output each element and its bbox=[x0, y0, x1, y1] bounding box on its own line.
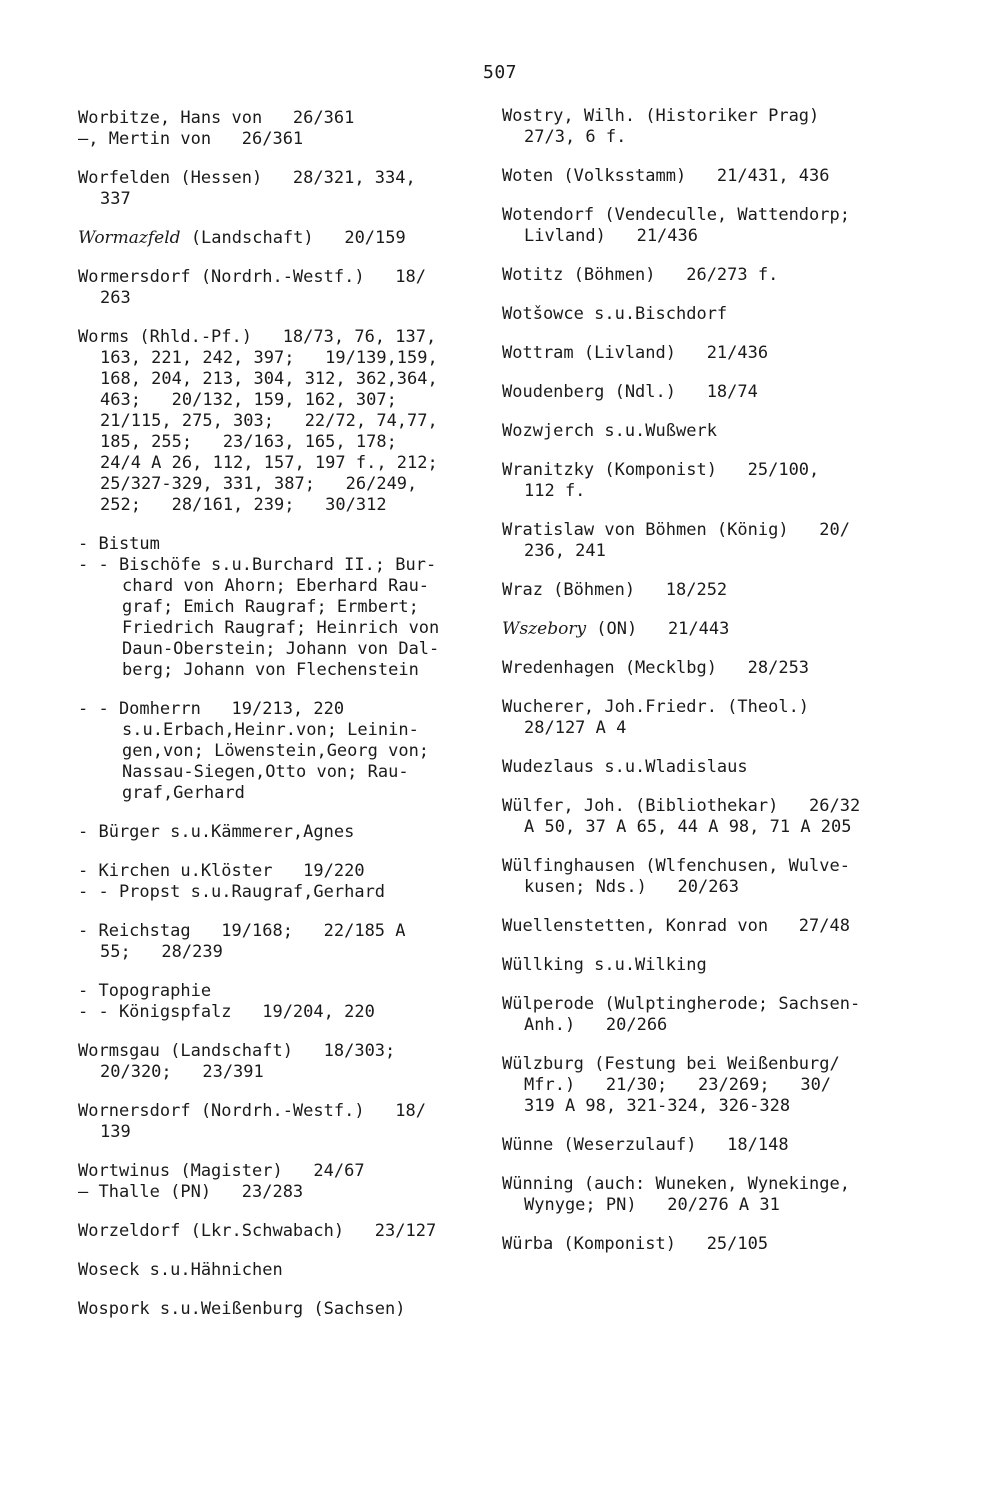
index-entry-line: —, Mertin von 26/361 bbox=[78, 129, 304, 149]
index-entry-line: Wormersdorf (Nordrh.-Westf.) 18/ bbox=[78, 267, 426, 287]
index-entry-line: - Kirchen u.Klöster 19/220 bbox=[78, 861, 365, 881]
index-entry bbox=[78, 1041, 498, 1083]
index-entry-line: - - Bischöfe s.u.Burchard II.; Bur- bbox=[78, 555, 437, 575]
index-entry bbox=[502, 796, 922, 838]
index-entry bbox=[502, 697, 922, 739]
index-entry-line: Worms (Rhld.-Pf.) 18/73, 76, 137, bbox=[78, 327, 437, 347]
index-entry-line: graf,Gerhard bbox=[122, 783, 245, 803]
index-entry-line: 28/127 A 4 bbox=[524, 718, 627, 738]
index-entry bbox=[502, 619, 922, 640]
index-entry bbox=[502, 1234, 922, 1255]
index-entry-line: Wratislaw von Böhmen (König) 20/ bbox=[502, 520, 850, 540]
index-entry-line: 337 bbox=[100, 189, 131, 209]
index-entry-line: - Reichstag 19/168; 22/185 A bbox=[78, 921, 406, 941]
index-entry bbox=[78, 108, 498, 150]
index-entry-line: Woseck s.u.Hähnichen bbox=[78, 1260, 283, 1280]
index-entry bbox=[502, 265, 922, 286]
index-entry bbox=[78, 228, 498, 249]
index-entry-line: 263 bbox=[100, 288, 131, 308]
index-entry bbox=[78, 981, 498, 1002]
index-entry-line: Wottram (Livland) 21/436 bbox=[502, 343, 769, 363]
index-entry-line: 463; 20/132, 159, 162, 307; bbox=[100, 390, 397, 410]
index-entry-line: Wornersdorf (Nordrh.-Westf.) 18/ bbox=[78, 1101, 426, 1121]
index-entry-line: Wortwinus (Magister) 24/67 bbox=[78, 1161, 365, 1181]
index-entry-line: 21/115, 275, 303; 22/72, 74,77, bbox=[100, 411, 438, 431]
index-entry-line: - - Propst s.u.Raugraf,Gerhard bbox=[78, 882, 386, 902]
index-entry-line: Wozwjerch s.u.Wußwerk bbox=[502, 421, 717, 441]
index-entry bbox=[78, 1260, 498, 1281]
index-entry-line: 139 bbox=[100, 1122, 131, 1142]
index-entry bbox=[502, 106, 922, 148]
index-entry-line: 20/320; 23/391 bbox=[100, 1062, 264, 1082]
index-entry-line: 55; 28/239 bbox=[100, 942, 223, 962]
index-entry bbox=[502, 757, 922, 778]
index-entry bbox=[78, 534, 498, 555]
index-entry-line: Würba (Komponist) 25/105 bbox=[502, 1234, 769, 1254]
index-entry bbox=[502, 580, 922, 601]
index-entry bbox=[78, 1002, 498, 1023]
index-entry-line: Wudezlaus s.u.Wladislaus bbox=[502, 757, 748, 777]
index-entry-line: Wormsgau (Landschaft) 18/303; bbox=[78, 1041, 396, 1061]
index-entry-line: - Topographie bbox=[78, 981, 212, 1001]
index-entry-line: 27/3, 6 f. bbox=[524, 127, 627, 147]
index-entry-line: Wraz (Böhmen) 18/252 bbox=[502, 580, 728, 600]
index-entry bbox=[502, 421, 922, 442]
index-entry bbox=[78, 699, 498, 804]
index-entry bbox=[502, 166, 922, 187]
index-entry bbox=[78, 168, 498, 210]
index-column-left bbox=[78, 108, 498, 1338]
index-entry-line: Daun-Oberstein; Johann von Dal- bbox=[122, 639, 440, 659]
index-entry-line: — Thalle (PN) 23/283 bbox=[78, 1182, 304, 1202]
index-entry bbox=[502, 343, 922, 364]
index-entry-line: Anh.) 20/266 bbox=[524, 1015, 668, 1035]
index-entry-line: 25/327-329, 331, 387; 26/249, bbox=[100, 474, 418, 494]
index-entry bbox=[502, 520, 922, 562]
index-entry-line: Wülfinghausen (Wlfenchusen, Wulve- bbox=[502, 856, 850, 876]
index-entry bbox=[78, 1221, 498, 1242]
page-number: 507 bbox=[482, 62, 517, 83]
index-column-right bbox=[502, 106, 922, 1273]
index-entry bbox=[502, 1135, 922, 1156]
index-entry bbox=[78, 1101, 498, 1143]
index-entry-line: Wospork s.u.Weißenburg (Sachsen) bbox=[78, 1299, 406, 1319]
index-entry-line: 252; 28/161, 239; 30/312 bbox=[100, 495, 387, 515]
index-entry-line: Wranitzky (Komponist) 25/100, bbox=[502, 460, 820, 480]
index-entry bbox=[78, 822, 498, 843]
index-entry-line: Wotšowce s.u.Bischdorf bbox=[502, 304, 728, 324]
index-entry bbox=[502, 916, 922, 937]
index-entry-line: chard von Ahorn; Eberhard Rau- bbox=[122, 576, 430, 596]
index-entry-line: Wüllking s.u.Wilking bbox=[502, 955, 707, 975]
index-entry-line: Wucherer, Joh.Friedr. (Theol.) bbox=[502, 697, 810, 717]
index-entry bbox=[78, 861, 498, 882]
index-entry bbox=[502, 1054, 922, 1117]
index-entry-line: 168, 204, 213, 304, 312, 362,364, bbox=[100, 369, 438, 389]
index-entry bbox=[502, 994, 922, 1036]
index-entry-line: Wotitz (Böhmen) 26/273 f. bbox=[502, 265, 779, 285]
index-entry-line: Wülperode (Wulptingherode; Sachsen- bbox=[502, 994, 861, 1014]
index-entry-line: A 50, 37 A 65, 44 A 98, 71 A 205 bbox=[524, 817, 852, 837]
index-entry-line: kusen; Nds.) 20/263 bbox=[524, 877, 739, 897]
index-entry-line: graf; Emich Raugraf; Ermbert; bbox=[122, 597, 419, 617]
index-entry bbox=[78, 267, 498, 309]
index-entry-line: Mfr.) 21/30; 23/269; 30/ bbox=[524, 1075, 832, 1095]
index-entry-line: - Bürger s.u.Kämmerer,Agnes bbox=[78, 822, 355, 842]
index-entry-line: Wostry, Wilh. (Historiker Prag) bbox=[502, 106, 820, 126]
index-entry-line: Wszebory (ON) 21/443 bbox=[502, 619, 730, 639]
index-entry bbox=[78, 1299, 498, 1320]
index-entry-line: 236, 241 bbox=[524, 541, 606, 561]
index-entry-line: Nassau-Siegen,Otto von; Rau- bbox=[122, 762, 409, 782]
index-entry-line: Worzeldorf (Lkr.Schwabach) 23/127 bbox=[78, 1221, 437, 1241]
index-entry-line: - Bistum bbox=[78, 534, 160, 554]
index-entry-line: 185, 255; 23/163, 165, 178; bbox=[100, 432, 397, 452]
index-entry-line: Wotendorf (Vendeculle, Wattendorp; bbox=[502, 205, 850, 225]
index-entry-line: Wünne (Weserzulauf) 18/148 bbox=[502, 1135, 789, 1155]
index-entry bbox=[78, 882, 498, 903]
index-entry-line: Wuellenstetten, Konrad von 27/48 bbox=[502, 916, 850, 936]
index-entry-line: 163, 221, 242, 397; 19/139,159, bbox=[100, 348, 438, 368]
index-entry-line: gen,von; Löwenstein,Georg von; bbox=[122, 741, 430, 761]
index-entry-line: Worbitze, Hans von 26/361 bbox=[78, 108, 355, 128]
index-entry-line: Worfelden (Hessen) 28/321, 334, bbox=[78, 168, 416, 188]
index-entry-line: 24/4 A 26, 112, 157, 197 f., 212; bbox=[100, 453, 438, 473]
index-entry bbox=[78, 555, 498, 681]
index-entry bbox=[502, 304, 922, 325]
index-entry bbox=[78, 921, 498, 963]
index-entry-line: Friedrich Raugraf; Heinrich von bbox=[122, 618, 440, 638]
index-entry bbox=[502, 955, 922, 976]
index-entry-line: 112 f. bbox=[524, 481, 586, 501]
index-entry bbox=[78, 1161, 498, 1203]
index-entry bbox=[78, 327, 498, 516]
index-entry bbox=[502, 658, 922, 679]
index-entry-line: Wynyge; PN) 20/276 A 31 bbox=[524, 1195, 780, 1215]
index-entry-line: Wünning (auch: Wuneken, Wynekinge, bbox=[502, 1174, 850, 1194]
index-entry-line: berg; Johann von Flechenstein bbox=[122, 660, 419, 680]
index-entry-line: Woudenberg (Ndl.) 18/74 bbox=[502, 382, 758, 402]
index-entry-line: 319 A 98, 321-324, 326-328 bbox=[524, 1096, 791, 1116]
index-entry-line: - - Domherrn 19/213, 220 bbox=[78, 699, 345, 719]
index-entry bbox=[502, 382, 922, 403]
index-entry bbox=[502, 460, 922, 502]
index-entry bbox=[502, 1174, 922, 1216]
index-entry-line: Wormazfeld (Landschaft) 20/159 bbox=[78, 228, 406, 248]
index-entry bbox=[502, 856, 922, 898]
index-entry-line: Wredenhagen (Mecklbg) 28/253 bbox=[502, 658, 810, 678]
index-entry-line: s.u.Erbach,Heinr.von; Leinin- bbox=[122, 720, 419, 740]
index-entry-line: Wülfer, Joh. (Bibliothekar) 26/32 bbox=[502, 796, 861, 816]
index-entry-line: Livland) 21/436 bbox=[524, 226, 698, 246]
index-entry-line: - - Königspfalz 19/204, 220 bbox=[78, 1002, 375, 1022]
index-entry-line: Wülzburg (Festung bei Weißenburg/ bbox=[502, 1054, 840, 1074]
index-entry bbox=[502, 205, 922, 247]
index-entry-line: Woten (Volksstamm) 21/431, 436 bbox=[502, 166, 830, 186]
